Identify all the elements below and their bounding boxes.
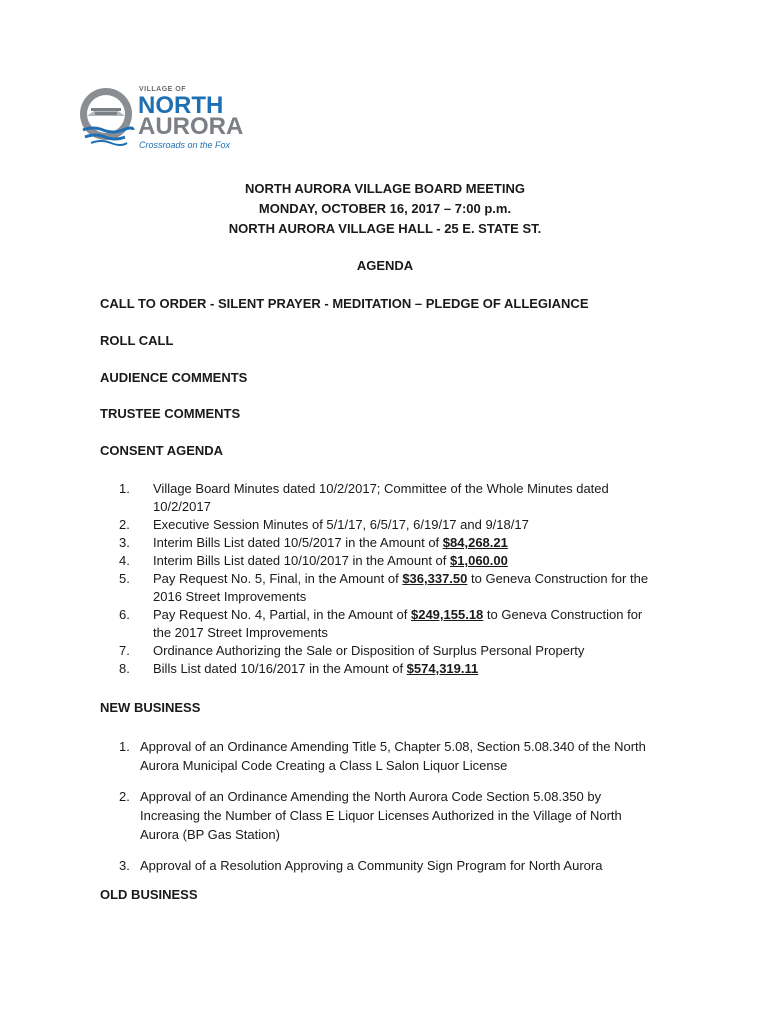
item-text: Approval of a Resolution Approving a Community Sign Program for North Aurora: [140, 858, 603, 873]
call-to-order-heading: CALL TO ORDER - SILENT PRAYER - MEDITATION – PLEDGE OF ALLEGIANCE: [100, 296, 589, 311]
item-text: Interim Bills List dated 10/10/2017 in the Amount of: [153, 553, 451, 568]
new-business-list: [100, 737, 660, 887]
new-business-item: [100, 856, 660, 875]
village-seal-icon: [75, 86, 137, 148]
consent-item: [100, 570, 660, 606]
item-amount: $1,060.00: [450, 553, 508, 568]
consent-item: [100, 660, 660, 678]
meeting-location: NORTH AURORA VILLAGE HALL - 25 E. STATE ST.: [228, 221, 542, 236]
item-text-after: to Geneva Construction for the 2017 Street Improvements: [153, 607, 643, 640]
item-amount: $574,319.11: [406, 661, 479, 676]
audience-comments-heading: AUDIENCE COMMENTS: [100, 370, 248, 385]
agenda-heading: AGENDA: [356, 258, 414, 273]
consent-item: [100, 642, 660, 660]
new-business-item: [100, 737, 660, 775]
consent-item: [100, 534, 660, 552]
item-amount: $36,337.50: [402, 571, 468, 586]
item-number: 4.: [119, 553, 130, 568]
consent-item: [100, 516, 660, 534]
item-number: 1.: [119, 739, 130, 754]
item-number: 2.: [119, 517, 130, 532]
item-number: 3.: [119, 858, 130, 873]
item-text: Ordinance Authorizing the Sale or Disposition of Surplus Personal Property: [153, 643, 585, 658]
item-text: Approval of an Ordinance Amending Title 5, Chapter 5.08, Section 5.08.340 of the North Aurora Municipal Code Creating a Class L Salon Liquor License: [140, 739, 646, 773]
item-text: Interim Bills List dated 10/5/2017 in the Amount of: [153, 535, 443, 550]
consent-agenda-heading: CONSENT AGENDA: [100, 443, 224, 458]
new-business-item: [100, 787, 660, 844]
consent-agenda-list: [100, 480, 660, 678]
old-business-heading: OLD BUSINESS: [100, 887, 198, 902]
item-amount: $249,155.18: [410, 607, 484, 622]
item-number: 7.: [119, 643, 130, 658]
village-logo: [75, 78, 255, 153]
item-number: 1.: [119, 481, 130, 496]
consent-item: [100, 480, 660, 516]
new-business-heading: NEW BUSINESS: [100, 700, 201, 715]
item-number: 2.: [119, 789, 130, 804]
item-number: 3.: [119, 535, 130, 550]
item-number: 6.: [119, 607, 130, 622]
item-number: 5.: [119, 571, 130, 586]
meeting-date: MONDAY, OCTOBER 16, 2017 – 7:00 p.m.: [258, 201, 512, 216]
roll-call-heading: ROLL CALL: [100, 333, 174, 348]
consent-item: [100, 606, 660, 642]
item-number: 8.: [119, 661, 130, 676]
item-text: Executive Session Minutes of 5/1/17, 6/5/17, 6/19/17 and 9/18/17: [153, 517, 529, 532]
item-text: Approval of an Ordinance Amending the North Aurora Code Section 5.08.350 by Increasing the Number of Class E Liquor Licenses Authorized in the Village of North Aurora (BP Gas Station): [140, 789, 622, 842]
item-text: Bills List dated 10/16/2017 in the Amount of: [153, 661, 407, 676]
item-text-after: to Geneva Construction for the 2016 Street Improvements: [153, 571, 649, 604]
item-text: Pay Request No. 4, Partial, in the Amount of: [153, 607, 411, 622]
logo-village-of: VILLAGE OF: [139, 86, 186, 93]
logo-aurora: AURORA: [138, 113, 244, 140]
item-amount: $84,268.21: [442, 535, 508, 550]
item-text: Pay Request No. 5, Final, in the Amount of: [153, 571, 403, 586]
item-text: Village Board Minutes dated 10/2/2017; Committee of the Whole Minutes dated 10/2/2017: [153, 481, 609, 514]
logo-tagline: Crossroads on the Fox: [139, 140, 231, 150]
meeting-title: NORTH AURORA VILLAGE BOARD MEETING: [245, 181, 525, 196]
consent-item: [100, 552, 660, 570]
trustee-comments-heading: TRUSTEE COMMENTS: [100, 406, 241, 421]
logo-north: NORTH: [138, 92, 224, 119]
